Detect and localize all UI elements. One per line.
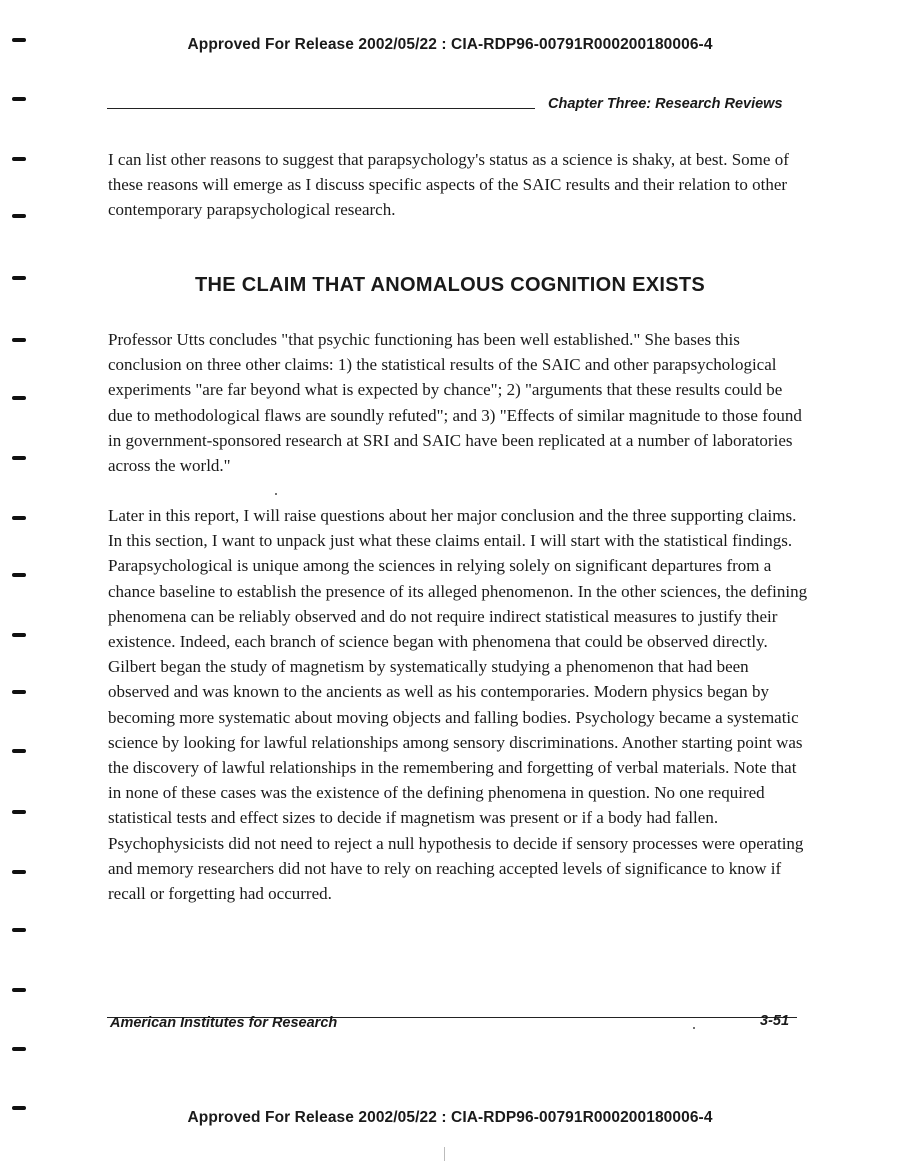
chapter-header: Chapter Three: Research Reviews bbox=[548, 96, 783, 112]
claim-paragraph: Professor Utts concludes "that psychic functioning has been well established." She bases this conclusion on three other claims: 1) the statistical results of the SAIC and other parapsychological experiments "are far beyond what is expected by chance"; 2) "arguments that these results could be due to methodological flaws are soundly refuted"; and 3) "Effects of similar magnitude to those found in government-sponsored research at SRI and SAIC have been replicated at a number of laboratories across the world." bbox=[108, 330, 802, 476]
punch-mark bbox=[12, 396, 26, 400]
punch-mark bbox=[12, 97, 26, 101]
discussion-paragraph: Later in this report, I will raise questions about her major conclusion and the three supporting claims. In this section, I want to unpack just what these claims entail. I will start with the statistical findings. Parapsychological is unique among the sciences in relying solely on significant departures from a chance baseline to establish the presence of its alleged phenomenon. In the other sciences, the defining phenomena can be reliably observed and do not require indirect statistical measures to justify their existence. Indeed, each branch of science began with phenomena that could be observed directly. Gilbert began the study of magnetism by systematically studying a phenomenon that had been observed and was known to the ancients as well as his contemporaries. Modern physics began by becoming more systematic about moving objects and falling bodies. Psychology became a systematic science by looking for lawful relationships among sensory discriminations. Another starting point was the discovery of lawful relationships in the remembering and forgetting of verbal materials. Note that in none of these cases was the existence of the defining phenomena in question. No one required statistical tests and effect sizes to decide if magnetism was present or if a body had fallen. Psychophysicists did not need to reject a null hypothesis to decide if sensory processes were operating and memory researchers did not have to rely on reaching accepted levels of significance to know if recall or forgetting had occurred. bbox=[108, 506, 808, 904]
section-heading: THE CLAIM THAT ANOMALOUS COGNITION EXISTS bbox=[194, 274, 706, 296]
punch-mark bbox=[12, 516, 26, 520]
scan-artifact bbox=[444, 1147, 445, 1161]
punch-mark bbox=[12, 749, 26, 753]
scan-speck bbox=[275, 493, 277, 495]
header-rule bbox=[107, 108, 535, 109]
intro-paragraph: I can list other reasons to suggest that parapsychology's status as a science is shaky, at best. Some of these reasons will emerge as I discuss specific aspects of the SAIC results and their relation to other contemporary parapsychological research. bbox=[108, 150, 789, 220]
punch-mark bbox=[12, 1106, 26, 1110]
punch-mark bbox=[12, 690, 26, 694]
release-stamp-top: Approved For Release 2002/05/22 : CIA-RDP96-00791R000200180006-4 bbox=[187, 36, 713, 53]
punch-mark bbox=[12, 338, 26, 342]
punch-mark bbox=[12, 573, 26, 577]
page-number: 3-51 bbox=[760, 1013, 790, 1029]
punch-mark bbox=[12, 276, 26, 280]
punch-mark bbox=[12, 157, 26, 161]
punch-mark bbox=[12, 988, 26, 992]
release-stamp-bottom: Approved For Release 2002/05/22 : CIA-RDP96-00791R000200180006-4 bbox=[187, 1109, 713, 1126]
punch-mark bbox=[12, 810, 26, 814]
punch-mark bbox=[12, 870, 26, 874]
punch-mark bbox=[12, 928, 26, 932]
punch-mark bbox=[12, 1047, 26, 1051]
punch-mark bbox=[12, 214, 26, 218]
punch-mark bbox=[12, 38, 26, 42]
punch-mark bbox=[12, 633, 26, 637]
footer-organization: American Institutes for Research bbox=[110, 1015, 338, 1031]
punch-mark bbox=[12, 456, 26, 460]
scan-speck bbox=[693, 1027, 695, 1029]
